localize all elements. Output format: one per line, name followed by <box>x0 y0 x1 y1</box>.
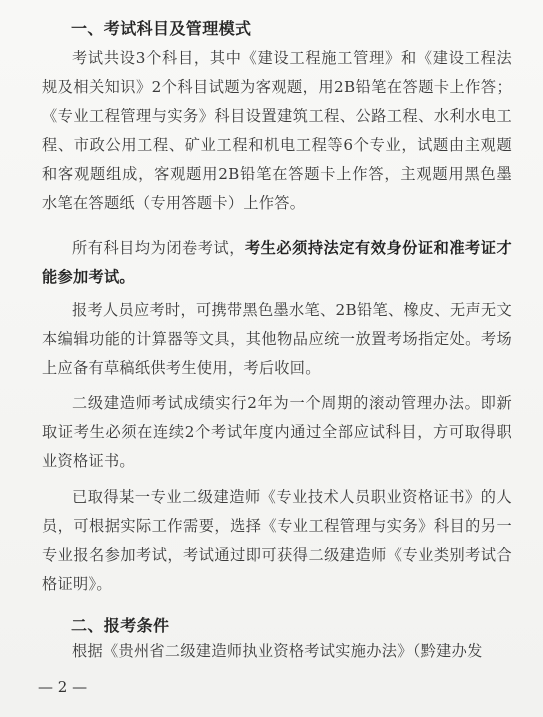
paragraph-additional-specialty: 已取得某一专业二级建造师《专业技术人员职业资格证书》的人员，可根据实际工作需要，选择《专业工程管理与实务》科目的另一专业报名参加考试，考试通过即可获得二级建造师《专业类别考试合格证明》。 <box>42 488 512 593</box>
id-requirement-bold: 考生必须持法定有效身份证和准考证才能参加考试。 <box>42 239 512 286</box>
closed-book-lead: 所有科目均为闭卷考试， <box>72 239 245 257</box>
paragraph-score-validity: 二级建造师考试成绩实行2年为一个周期的滚动管理办法。即新取证考生必须在连续2个考试年度内通过全部应试科目，方可取得职业资格证书。 <box>42 394 512 470</box>
page-number: — 2 — <box>38 678 88 696</box>
paragraph-eligibility-basis: 根据《贵州省二级建造师执业资格考试实施办法》（黔建办发 <box>72 642 483 660</box>
section-heading-eligibility: 二、报考条件 <box>71 616 170 635</box>
section-heading-exam-subjects: 一、考试科目及管理模式 <box>71 19 252 38</box>
paragraph-closed-book <box>42 234 512 292</box>
paragraph-exam-subjects: 考试共设3个科目，其中《建设工程施工管理》和《建设工程法规及相关知识》2个科目试题为客观题，用2B铅笔在答题卡上作答；《专业工程管理与实务》科目设置建筑工程、公路工程、水利水电工程、市政公用工程、矿业工程和机电工程等6个专业，试题由主观题和客观题组成，客观题用2B铅笔在答题卡上作答，主观题用黑色墨水笔在答题纸（专用答题卡）上作答。 <box>42 49 512 212</box>
paragraph-allowed-items: 报考人员应考时，可携带黑色墨水笔、2B铅笔、橡皮、无声无文本编辑功能的计算器等文具，其他物品应统一放置考场指定处。考场上应备有草稿纸供考生使用，考后收回。 <box>42 301 512 377</box>
